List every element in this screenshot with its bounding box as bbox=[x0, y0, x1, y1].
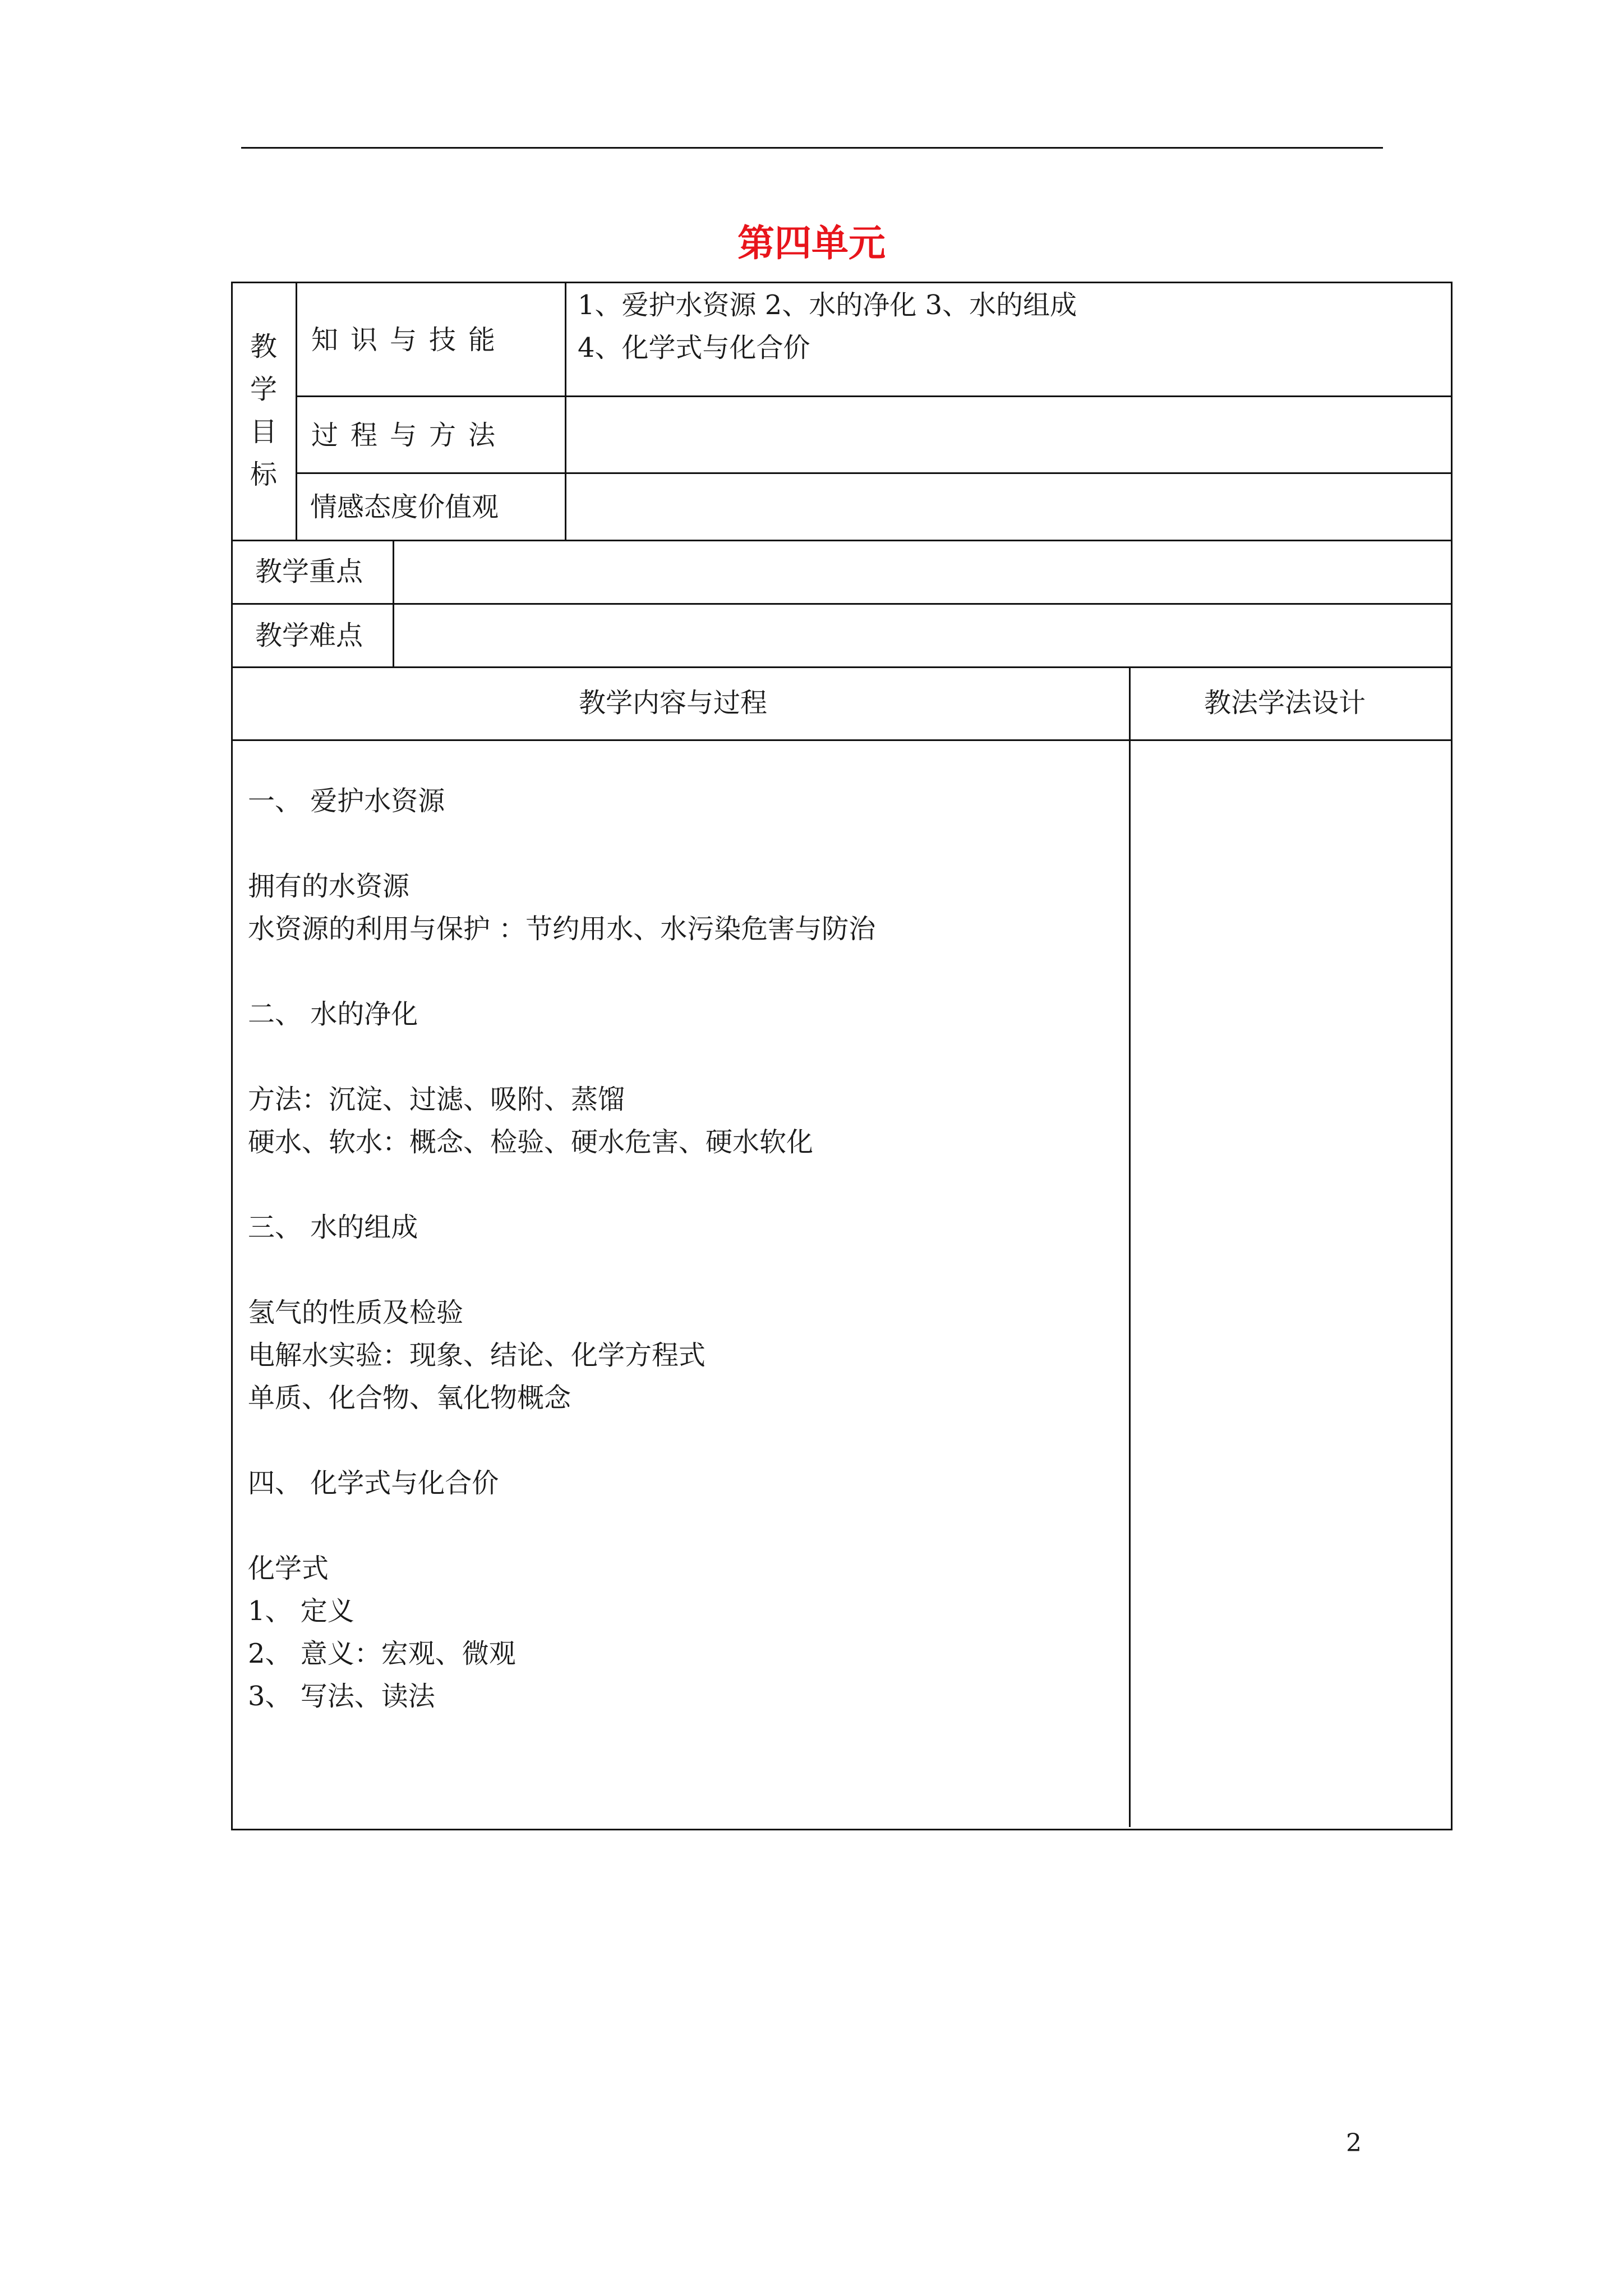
page-number: 2 bbox=[1346, 2129, 1362, 2157]
method-column-header: 教法学法设计 bbox=[1204, 687, 1366, 719]
content-column-header: 教学内容与过程 bbox=[579, 687, 768, 719]
knowledge-line: 1、爱护水资源 2、水的净化 3、水的组成 bbox=[578, 289, 1077, 321]
content-line: 3、 写法、读法 bbox=[248, 1681, 435, 1712]
content-line: 一、 爱护水资源 bbox=[248, 785, 445, 817]
column-divider bbox=[296, 282, 297, 541]
content-line: 化学式 bbox=[248, 1553, 329, 1584]
row-divider bbox=[231, 603, 1451, 605]
key-points-label: 教学重点 bbox=[255, 556, 363, 587]
content-line: 二、 水的净化 bbox=[248, 999, 418, 1030]
content-line bbox=[248, 822, 1112, 865]
emotion-label: 情感态度价值观 bbox=[310, 491, 499, 523]
column-divider bbox=[565, 282, 566, 541]
column-divider bbox=[393, 540, 394, 668]
process-label: 过程与方法 bbox=[311, 420, 508, 451]
content-line: 四、 化学式与化合价 bbox=[248, 1467, 499, 1499]
knowledge-label: 知识与技能 bbox=[311, 324, 508, 356]
content-line bbox=[248, 1163, 1112, 1206]
content-line bbox=[248, 1036, 1112, 1078]
row-divider bbox=[231, 540, 1451, 541]
content-line: 方法：沉淀、过滤、吸附、蒸馏 bbox=[248, 1084, 625, 1115]
row-divider bbox=[231, 739, 1451, 741]
content-line: 水资源的利用与保护 ：节约用水、水污染危害与防治 bbox=[248, 913, 876, 945]
content-line: 单质、化合物、氧化物概念 bbox=[248, 1382, 571, 1414]
knowledge-line: 4、化学式与化合价 bbox=[578, 332, 810, 364]
content-line: 1、 定义 bbox=[248, 1595, 354, 1627]
teaching-content bbox=[248, 780, 1112, 1718]
content-line: 三、 水的组成 bbox=[248, 1212, 418, 1243]
content-line: 2、 意义：宏观、微观 bbox=[248, 1638, 516, 1669]
row-divider bbox=[296, 472, 1451, 474]
content-line: 电解水实验：现象、结论、化学方程式 bbox=[248, 1340, 706, 1371]
content-line: 硬水、软水：概念、检验、硬水危害、硬水软化 bbox=[248, 1126, 814, 1158]
column-divider bbox=[1129, 666, 1131, 1827]
content-line bbox=[248, 1504, 1112, 1547]
content-line bbox=[248, 1419, 1112, 1462]
objectives-group-label: 教 学 目 标 bbox=[250, 331, 277, 490]
content-line bbox=[248, 950, 1112, 993]
content-line bbox=[248, 1249, 1112, 1291]
row-divider bbox=[296, 395, 1451, 397]
difficult-points-label: 教学难点 bbox=[255, 620, 363, 651]
row-divider bbox=[231, 666, 1451, 668]
page-title: 第四单元 bbox=[737, 222, 886, 265]
content-line: 氢气的性质及检验 bbox=[248, 1297, 464, 1328]
header-rule bbox=[241, 147, 1383, 149]
content-line: 拥有的水资源 bbox=[248, 871, 410, 902]
